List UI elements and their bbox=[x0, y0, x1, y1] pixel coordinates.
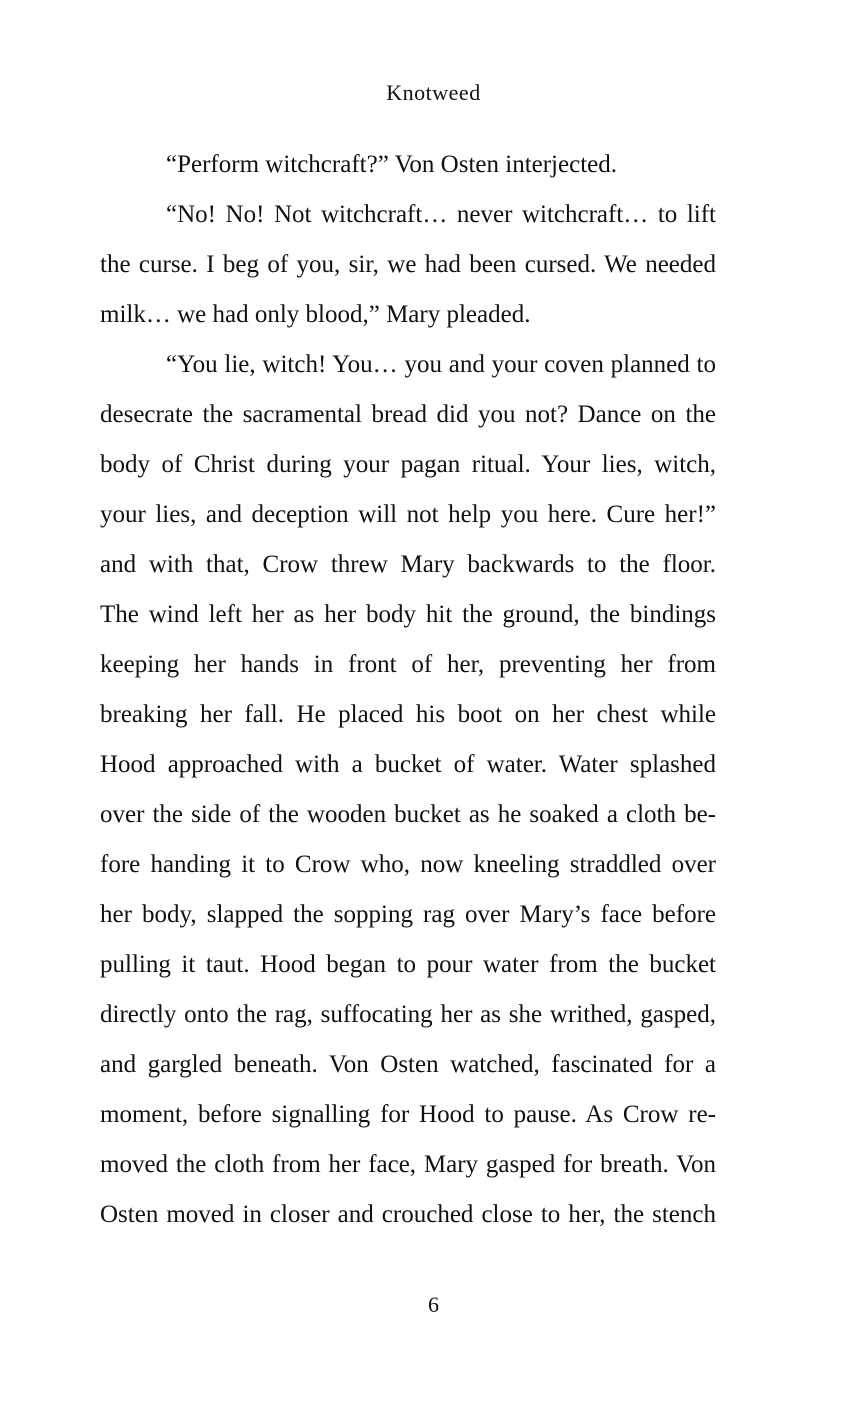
text-line: your lies, and deception will not help you here. Cure her!” bbox=[100, 501, 716, 528]
body-text bbox=[100, 140, 716, 1240]
running-head: Knotweed bbox=[386, 80, 481, 105]
text-line: “You lie, witch! You… you and your coven planned to bbox=[166, 351, 716, 378]
page-number: 6 bbox=[428, 1292, 439, 1317]
text-line: moved the cloth from her face, Mary gasped for breath. Von bbox=[100, 1151, 716, 1178]
text-line: breaking her fall. He placed his boot on her chest while bbox=[100, 701, 716, 728]
text-line: fore handing it to Crow who, now kneeling straddled over bbox=[100, 851, 716, 878]
text-line: “No! No! Not witchcraft… never witchcraft… to lift bbox=[166, 201, 716, 228]
text-line: the curse. I beg of you, sir, we had been cursed. We needed bbox=[100, 251, 716, 278]
text-line: body of Christ during your pagan ritual. Your lies, witch, bbox=[100, 451, 716, 478]
text-line: Hood approached with a bucket of water. Water splashed bbox=[100, 751, 716, 778]
text-line: and gargled beneath. Von Osten watched, fascinated for a bbox=[100, 1051, 716, 1078]
text-line: The wind left her as her body hit the ground, the bindings bbox=[100, 601, 716, 628]
text-line: her body, slapped the sopping rag over Mary’s face before bbox=[100, 901, 716, 928]
text-line: Osten moved in closer and crouched close to her, the stench bbox=[100, 1201, 716, 1228]
text-line: desecrate the sacramental bread did you not? Dance on the bbox=[100, 401, 716, 428]
text-line: keeping her hands in front of her, preventing her from bbox=[100, 651, 716, 678]
text-line: over the side of the wooden bucket as he soaked a cloth be- bbox=[100, 801, 716, 828]
text-line: moment, before signalling for Hood to pause. As Crow re- bbox=[100, 1101, 716, 1128]
text-line: “Perform witchcraft?” Von Osten interjected. bbox=[166, 151, 617, 178]
text-line: pulling it taut. Hood began to pour water from the bucket bbox=[100, 951, 716, 978]
text-line: directly onto the rag, suffocating her as she writhed, gasped, bbox=[100, 1001, 716, 1028]
text-line: and with that, Crow threw Mary backwards to the floor. bbox=[100, 551, 716, 578]
text-line: milk… we had only blood,” Mary pleaded. bbox=[100, 301, 531, 328]
